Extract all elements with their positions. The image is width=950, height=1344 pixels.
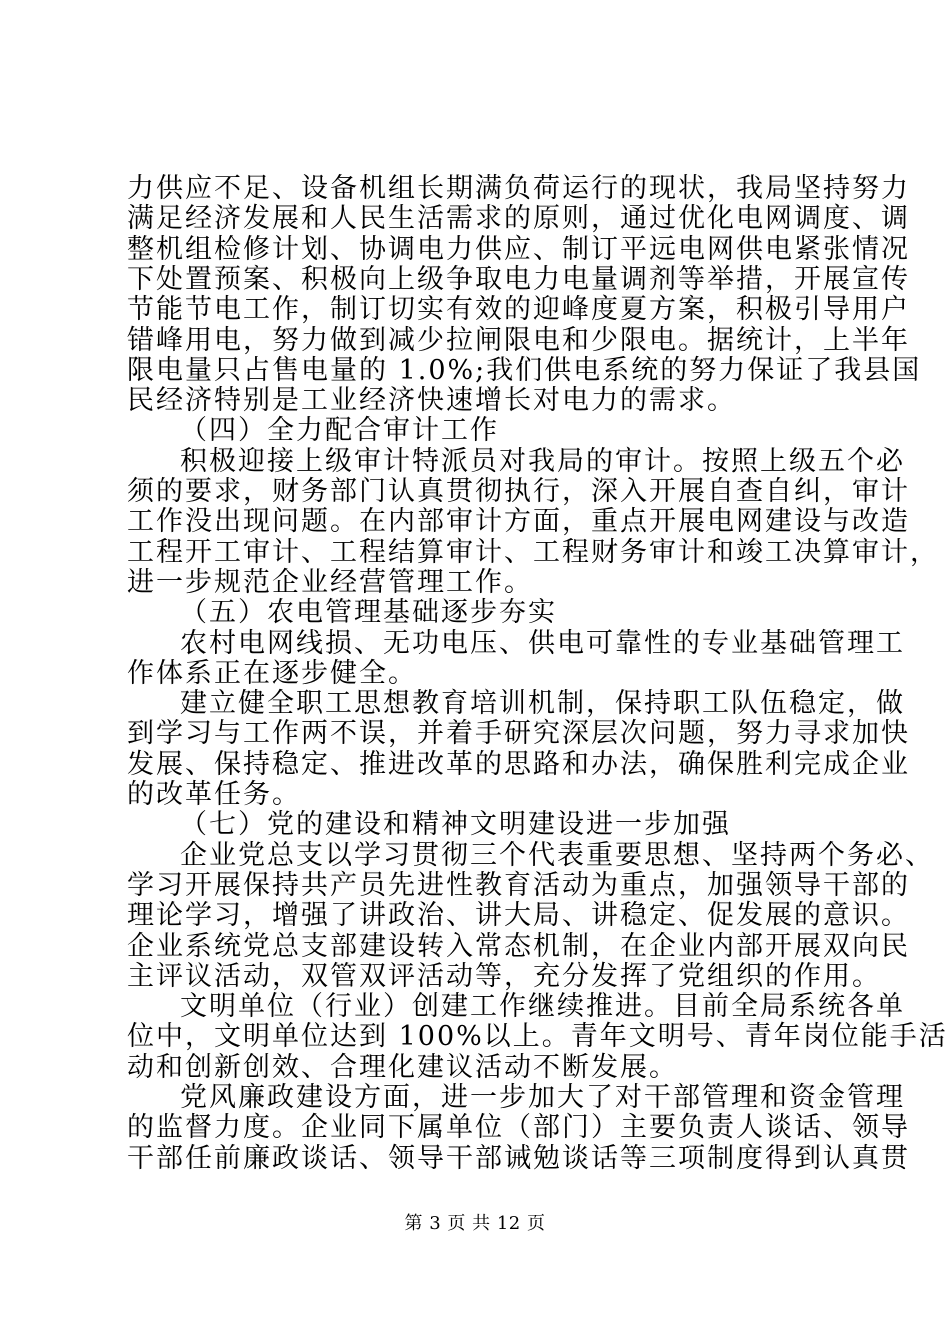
page-number-footer: 第 3 页 共 12 页 [404,1213,546,1234]
body-text-line: 动和创新创效、合理化建议活动不断发展。 [127,1052,678,1083]
body-text-line: 工程开工审计、工程结算审计、工程财务审计和竣工决算审计， [127,537,939,568]
section-heading: （七）党的建设和精神文明建设进一步加强 [180,809,731,840]
body-text-line: 力供应不足、设备机组长期满负荷运行的现状，我局坚持努力 [127,173,910,204]
body-text-line: 的监督力度。企业同下属单位（部门）主要负责人谈话、领导 [127,1112,910,1143]
body-text-line: 农村电网线损、无功电压、供电可靠性的专业基础管理工 [180,628,905,659]
body-text-line: 进一步规范企业经营管理工作。 [127,567,533,598]
body-text-line: 限电量只占售电量的 1.0%;我们供电系统的努力保证了我县国 [127,355,922,386]
body-text-line: 企业系统党总支部建设转入常态机制，在企业内部开展双向民 [127,931,910,962]
body-text-line: 理论学习，增强了讲政治、讲大局、讲稳定、促发展的意识。 [127,900,910,931]
body-text-line: 干部任前廉政谈话、领导干部诫勉谈话等三项制度得到认真贯 [127,1143,910,1174]
body-text-line: 工作没出现问题。在内部审计方面，重点开展电网建设与改造 [127,506,910,537]
body-text-line: 满足经济发展和人民生活需求的原则，通过优化电网调度、调 [127,203,910,234]
body-text-line: 企业党总支以学习贯彻三个代表重要思想、坚持两个务必、 [180,840,934,871]
body-text-line: 文明单位（行业）创建工作继续推进。目前全局系统各单 [180,991,905,1022]
body-text-line: 节能节电工作，制订切实有效的迎峰度夏方案，积极引导用户 [127,294,910,325]
body-text-line: 下处置预案、积极向上级争取电力电量调剂等举措，开展宣传 [127,264,910,295]
body-text-line: 位中，文明单位达到 100%以上。青年文明号、青年岗位能手活 [127,1021,948,1052]
body-text-line: 作体系正在逐步健全。 [127,658,417,689]
body-text-line: 整机组检修计划、协调电力供应、制订平远电网供电紧张情况 [127,234,910,265]
section-heading: （五）农电管理基础逐步夯实 [180,597,557,628]
body-text-line: 须的要求，财务部门认真贯彻执行，深入开展自查自纠，审计 [127,476,910,507]
body-text-line: 积极迎接上级审计特派员对我局的审计。按照上级五个必 [180,446,905,477]
body-text-line: 错峰用电，努力做到减少拉闸限电和少限电。据统计，上半年 [127,325,910,356]
body-text-line: 主评议活动，双管双评活动等，充分发挥了党组织的作用。 [127,961,881,992]
body-text-line: 发展、保持稳定、推进改革的思路和办法，确保胜利完成企业 [127,749,910,780]
body-text-line: 建立健全职工思想教育培训机制，保持职工队伍稳定，做 [180,688,905,719]
body-text-line: 到学习与工作两不误，并着手研究深层次问题，努力寻求加快 [127,718,910,749]
body-text-line: 的改革任务。 [127,779,301,810]
body-text-line: 民经济特别是工业经济快速增长对电力的需求。 [127,385,736,416]
body-text-line: 学习开展保持共产员先进性教育活动为重点，加强领导干部的 [127,870,910,901]
section-heading: （四）全力配合审计工作 [180,415,499,446]
body-text-line: 党风廉政建设方面，进一步加大了对干部管理和资金管理 [180,1082,905,1113]
